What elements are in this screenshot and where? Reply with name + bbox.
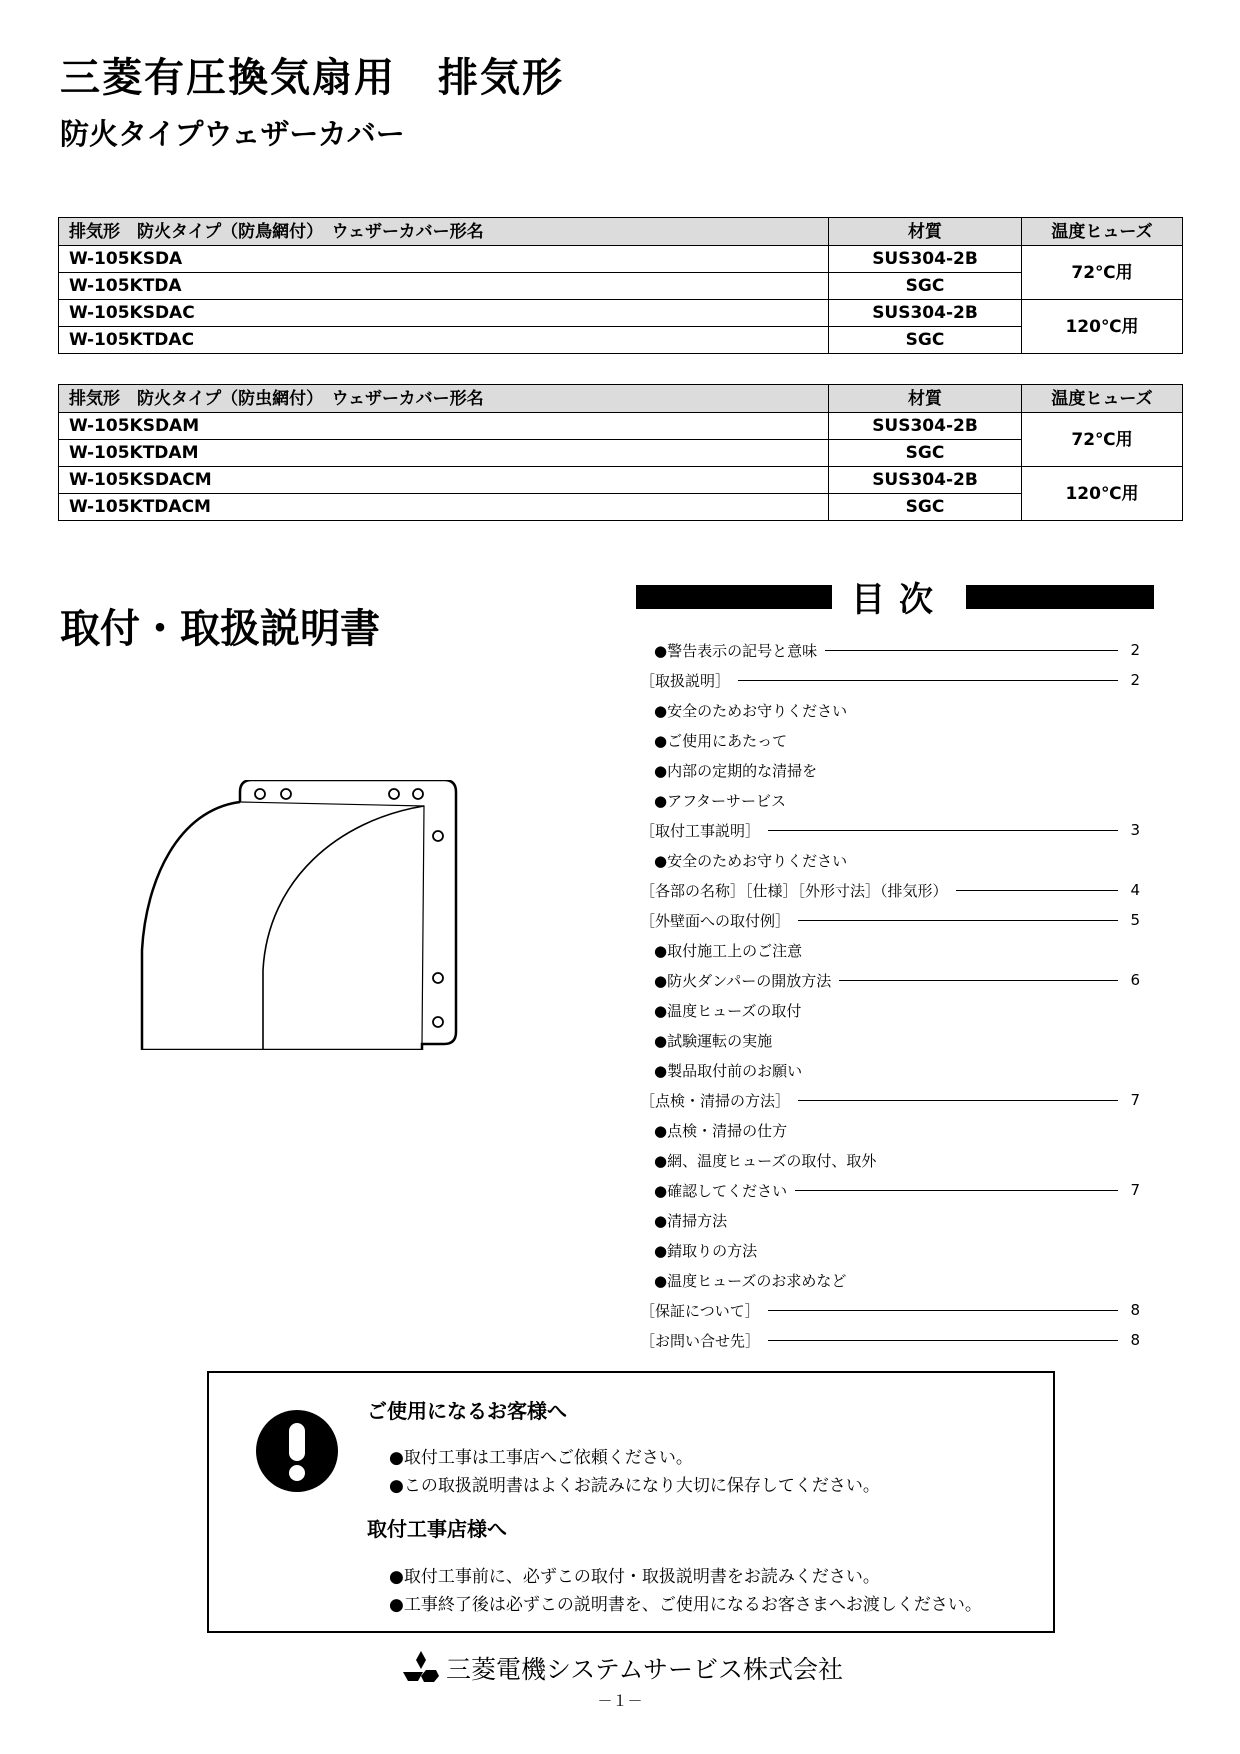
notice-box: [207, 1371, 1055, 1633]
toc-item-label: ●安全のためお守りください: [654, 701, 848, 720]
toc-item-label: ●点検・清掃の仕方: [654, 1121, 788, 1140]
model-cell: W-105KSDACM: [59, 467, 829, 494]
toc-item: [640, 995, 1140, 1025]
model-cell: W-105KSDAM: [59, 413, 829, 440]
material-cell: SUS304-2B: [829, 246, 1022, 273]
column-header-fuse: 温度ヒューズ: [1022, 218, 1183, 246]
column-header-material: 材質: [829, 218, 1022, 246]
toc-item-label: ［保証について］: [640, 1301, 760, 1320]
toc-item: [640, 845, 1140, 875]
customer-heading: ご使用になるお客様へ: [367, 1399, 567, 1423]
toc-item: [640, 1295, 1140, 1325]
toc-item: [640, 965, 1140, 995]
table-row: [59, 440, 1183, 467]
toc-item: [640, 875, 1140, 905]
toc-item: [640, 725, 1140, 755]
toc-item-label: ［点検・清掃の方法］: [640, 1091, 791, 1110]
table-row: [59, 327, 1183, 354]
toc-leader-line: [738, 680, 1118, 681]
toc-item-label: ●アフターサービス: [654, 791, 787, 810]
company-logo: [402, 1650, 440, 1684]
toc-item-label: ●警告表示の記号と意味: [654, 641, 818, 660]
toc-item-label: ［お問い合せ先］: [640, 1331, 761, 1350]
toc-item-page: 5: [1130, 911, 1140, 929]
fuse-cell: 120℃用: [1022, 467, 1183, 521]
installer-note: ●取付工事前に、必ずこの取付・取扱説明書をお読みください。: [389, 1567, 880, 1587]
toc-item: [640, 785, 1140, 815]
toc-leader-line: [768, 1310, 1118, 1311]
fuse-cell: 72℃用: [1022, 246, 1183, 300]
page-number: －１－: [597, 1692, 643, 1710]
toc-item: [640, 1205, 1140, 1235]
model-cell: W-105KTDA: [59, 273, 829, 300]
toc-item-label: ●錆取りの方法: [654, 1241, 758, 1260]
fuse-cell: 72℃用: [1022, 413, 1183, 467]
toc-item: [640, 1235, 1140, 1265]
manual-title: 取付・取扱説明書: [60, 606, 380, 652]
material-cell: SUS304-2B: [829, 467, 1022, 494]
toc-item: [640, 1085, 1140, 1115]
toc-item: [640, 1325, 1140, 1355]
installer-heading: 取付工事店様へ: [367, 1517, 507, 1541]
toc-item-page: 8: [1130, 1301, 1140, 1319]
customer-note: ●この取扱説明書はよくお読みになり大切に保存してください。: [389, 1476, 880, 1496]
column-header-model: 排気形 防火タイプ（防虫網付） ウェザーカバー形名: [59, 385, 829, 413]
exclamation-icon: [255, 1409, 339, 1493]
toc-item-label: ●防火ダンパーの開放方法: [654, 971, 832, 990]
toc-item-page: 2: [1130, 671, 1140, 689]
toc-item-page: 3: [1130, 821, 1140, 839]
toc-item-label: ●製品取付前のお願い: [654, 1061, 803, 1080]
table-row: [59, 413, 1183, 440]
toc-item-label: ［取付工事説明］: [640, 821, 761, 840]
toc-item-page: 7: [1130, 1181, 1140, 1199]
table-row: [59, 273, 1183, 300]
toc-item: [640, 815, 1140, 845]
document-title: 三菱有圧換気扇用 排気形: [60, 55, 564, 101]
document-subtitle: 防火タイプウェザーカバー: [60, 117, 405, 151]
material-cell: SGC: [829, 494, 1022, 521]
toc-item-label: ●取付施工上のご注意: [654, 941, 803, 960]
toc-leader-line: [795, 1190, 1118, 1191]
toc-leader-line: [768, 1340, 1118, 1341]
model-cell: W-105KSDAC: [59, 300, 829, 327]
toc-heading-bar-left: [636, 585, 832, 609]
toc-item: [640, 665, 1140, 695]
model-cell: W-105KTDAM: [59, 440, 829, 467]
material-cell: SGC: [829, 327, 1022, 354]
toc-item-label: ［外壁面への取付例］: [640, 911, 791, 930]
toc-item-page: 4: [1130, 881, 1140, 899]
toc-item-label: ●温度ヒューズのお求めなど: [654, 1271, 847, 1290]
model-cell: W-105KTDAC: [59, 327, 829, 354]
table-of-contents: [640, 635, 1140, 1355]
toc-item-label: ●清掃方法: [654, 1211, 728, 1230]
table-row: [59, 467, 1183, 494]
toc-item-page: 7: [1130, 1091, 1140, 1109]
column-header-fuse: 温度ヒューズ: [1022, 385, 1183, 413]
toc-leader-line: [798, 1100, 1118, 1101]
toc-leader-line: [768, 830, 1118, 831]
fuse-cell: 120℃用: [1022, 300, 1183, 354]
material-cell: SGC: [829, 440, 1022, 467]
toc-item-label: ●安全のためお守りください: [654, 851, 848, 870]
model-cell: W-105KTDACM: [59, 494, 829, 521]
weather-cover-illustration: [138, 780, 468, 1050]
customer-note: ●取付工事は工事店へご依頼ください。: [389, 1448, 693, 1468]
toc-item: [640, 1115, 1140, 1145]
material-cell: SUS304-2B: [829, 300, 1022, 327]
toc-item: [640, 1055, 1140, 1085]
toc-item: [640, 1265, 1140, 1295]
table-header-row: [59, 385, 1183, 413]
toc-item: [640, 695, 1140, 725]
toc-item-label: ［各部の名称］［仕様］［外形寸法］（排気形）: [640, 881, 948, 900]
installer-note: ●工事終了後は必ずこの説明書を、ご使用になるお客さまへお渡しください。: [389, 1595, 982, 1615]
company-name: 三菱電機システムサービス株式会社: [446, 1655, 844, 1684]
toc-item: [640, 1145, 1140, 1175]
toc-item: [640, 755, 1140, 785]
toc-leader-line: [956, 890, 1118, 891]
table-row: [59, 494, 1183, 521]
toc-item: [640, 635, 1140, 665]
toc-leader-line: [825, 650, 1118, 651]
toc-leader-line: [798, 920, 1118, 921]
toc-item: [640, 1175, 1140, 1205]
toc-item: [640, 1025, 1140, 1055]
toc-item-label: ●内部の定期的な清掃を: [654, 761, 818, 780]
toc-item: [640, 905, 1140, 935]
material-cell: SUS304-2B: [829, 413, 1022, 440]
model-table-bird-net: [58, 217, 1183, 354]
toc-heading: 目次: [851, 580, 947, 620]
toc-item-label: ●ご使用にあたって: [654, 731, 788, 750]
table-row: [59, 246, 1183, 273]
toc-item-label: ●網、温度ヒューズの取付、取外: [654, 1151, 877, 1170]
table-header-row: [59, 218, 1183, 246]
toc-item-page: 6: [1130, 971, 1140, 989]
toc-item: [640, 935, 1140, 965]
toc-item-page: 8: [1130, 1331, 1140, 1349]
model-cell: W-105KSDA: [59, 246, 829, 273]
toc-item-label: ●確認してください: [654, 1181, 788, 1200]
column-header-material: 材質: [829, 385, 1022, 413]
toc-item-label: ●温度ヒューズの取付: [654, 1001, 802, 1020]
table-row: [59, 300, 1183, 327]
column-header-model: 排気形 防火タイプ（防鳥網付） ウェザーカバー形名: [59, 218, 829, 246]
toc-leader-line: [839, 980, 1118, 981]
toc-item-label: ［取扱説明］: [640, 671, 731, 690]
toc-item-page: 2: [1130, 641, 1140, 659]
material-cell: SGC: [829, 273, 1022, 300]
model-table-insect-net: [58, 384, 1183, 521]
toc-item-label: ●試験運転の実施: [654, 1031, 773, 1050]
toc-heading-bar-right: [966, 585, 1154, 609]
